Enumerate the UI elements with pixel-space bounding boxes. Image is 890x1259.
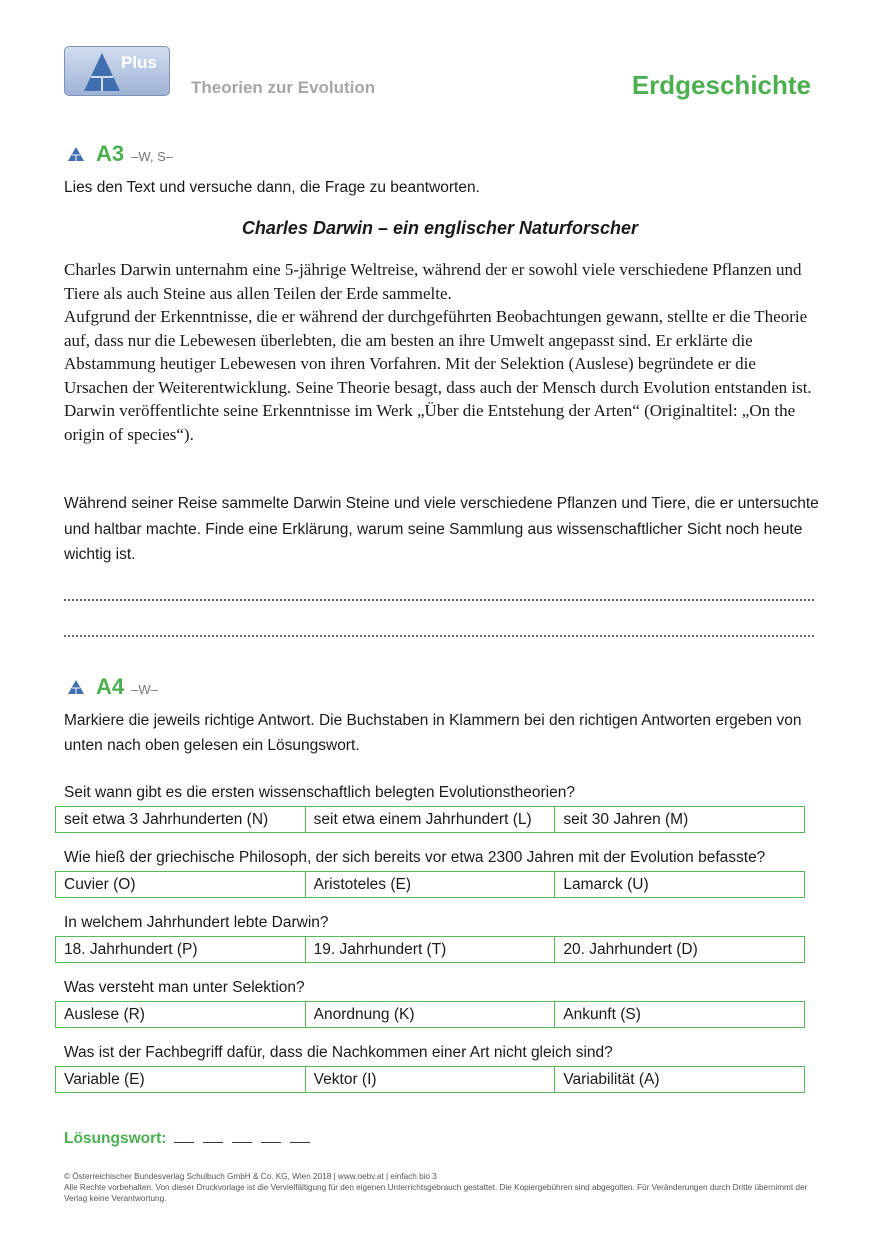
answer-option[interactable]: seit etwa 3 Jahrhunderten (N) <box>64 811 269 828</box>
solution-word <box>64 1128 319 1148</box>
answer-options <box>55 936 805 963</box>
answer-line[interactable] <box>64 597 814 601</box>
answer-option[interactable]: Anordnung (K) <box>305 1002 555 1027</box>
plus-logo <box>64 46 170 96</box>
answer-option[interactable]: Ankunft (S) <box>554 1002 804 1027</box>
article-body <box>64 258 824 446</box>
task-tag: –W– <box>131 681 158 697</box>
answer-options <box>55 806 805 833</box>
task-a4-heading <box>68 674 158 700</box>
solution-blank[interactable] <box>261 1128 281 1143</box>
answer-line[interactable] <box>64 633 814 637</box>
article-paragraph: Charles Darwin unternahm eine 5-jährige Weltreise, während der er sowohl viele verschiedene Pflanzen und Tiere als auch Steine aus allen Teilen der Erde sammelte. <box>64 260 802 303</box>
quiz-question: Was versteht man unter Selektion? <box>64 979 305 996</box>
answer-option[interactable]: Auslese (R) <box>64 1006 145 1023</box>
quiz-question: In welchem Jahrhundert lebte Darwin? <box>64 914 329 931</box>
answer-options <box>55 1001 805 1028</box>
page-subtitle: Theorien zur Evolution <box>191 78 376 97</box>
answer-option[interactable]: 20. Jahrhundert (D) <box>554 937 804 962</box>
footer-copyright: © Österreichischer Bundesverlag Schulbuch GmbH & Co. KG, Wien 2018 | www.oebv.at | einfach bio 3 <box>64 1172 437 1181</box>
task-tag: –W, S– <box>131 148 174 164</box>
answer-options <box>55 871 805 898</box>
solution-label: Lösungswort: <box>64 1130 167 1147</box>
quiz-question: Was ist der Fachbegriff dafür, dass die Nachkommen einer Art nicht gleich sind? <box>64 1044 613 1061</box>
solution-blank[interactable] <box>203 1128 223 1143</box>
task-id: A3 <box>96 141 125 166</box>
answer-option[interactable]: 19. Jahrhundert (T) <box>305 937 555 962</box>
footer <box>64 1171 824 1204</box>
task-id: A4 <box>96 674 125 699</box>
answer-option[interactable]: Variable (E) <box>64 1071 145 1088</box>
answer-option[interactable]: Vektor (I) <box>305 1067 555 1092</box>
article-paragraph: Darwin veröffentlichte seine Erkenntnisse im Werk „Über die Entstehung der Arten“ (Originaltitel: „On the origin of species“). <box>64 401 796 444</box>
chapter-title: Erdgeschichte <box>631 70 811 100</box>
answer-option[interactable]: Lamarck (U) <box>554 872 804 897</box>
logo-text: Plus <box>121 53 157 72</box>
answer-option[interactable]: Cuvier (O) <box>64 876 136 893</box>
answer-option[interactable]: seit 30 Jahren (M) <box>554 807 804 832</box>
task-a3-heading <box>68 141 173 167</box>
solution-blank[interactable] <box>232 1128 252 1143</box>
answer-option[interactable]: Variabilität (A) <box>554 1067 804 1092</box>
answer-option[interactable]: Aristoteles (E) <box>305 872 555 897</box>
answer-option[interactable]: 18. Jahrhundert (P) <box>64 941 198 958</box>
solution-blank[interactable] <box>290 1128 310 1143</box>
task-instruction: Lies den Text und versuche dann, die Frage zu beantworten. <box>64 179 480 196</box>
task-instruction: Markiere die jeweils richtige Antwort. Die Buchstaben in Klammern bei den richtigen Antworten ergeben von unten nach oben gelesen ein Lösungswort. <box>64 712 802 754</box>
triangle-icon <box>68 680 84 694</box>
answer-option[interactable]: seit etwa einem Jahrhundert (L) <box>305 807 555 832</box>
answer-options <box>55 1066 805 1093</box>
solution-blank[interactable] <box>174 1128 194 1143</box>
footer-rights: Alle Rechte vorbehalten. Von dieser Druckvorlage ist die Vervielfältigung für den eigenen Unterrichtsgebrauch gestattet. Die Kopiergebühren sind abgegolten. Für Veränderungen durch Dritte übernimmt der Verlag keine Verantwortung. <box>64 1183 808 1203</box>
task-question: Während seiner Reise sammelte Darwin Steine und viele verschiedene Pflanzen und Tiere, die er untersuchte und haltbar machte. Finde eine Erklärung, warum seine Sammlung aus wissenschaftlicher Sicht noch heute wichtig ist. <box>64 495 819 563</box>
quiz-question: Wie hieß der griechische Philosoph, der sich bereits vor etwa 2300 Jahren mit der Evolution befasste? <box>64 849 766 866</box>
quiz-question: Seit wann gibt es die ersten wissenschaftlich belegten Evolutionstheorien? <box>64 784 575 801</box>
article-paragraph: Aufgrund der Erkenntnisse, die er während der durchgeführten Beobachtungen gewann, stellte er die Theorie auf, dass nur die Lebewesen überlebten, die am besten an ihre Umwelt angepasst sind. Er erklärte die Abstammung heutiger Lebewesen von ihren Vorfahren. Mit der Selektion (Auslese) begründete er die Ursachen der Weiterentwicklung. Seine Theorie besagt, dass auch der Mensch durch Evolution entstanden ist. <box>64 307 812 397</box>
triangle-icon <box>68 147 84 161</box>
article-title: Charles Darwin – ein englischer Naturforscher <box>241 218 639 238</box>
